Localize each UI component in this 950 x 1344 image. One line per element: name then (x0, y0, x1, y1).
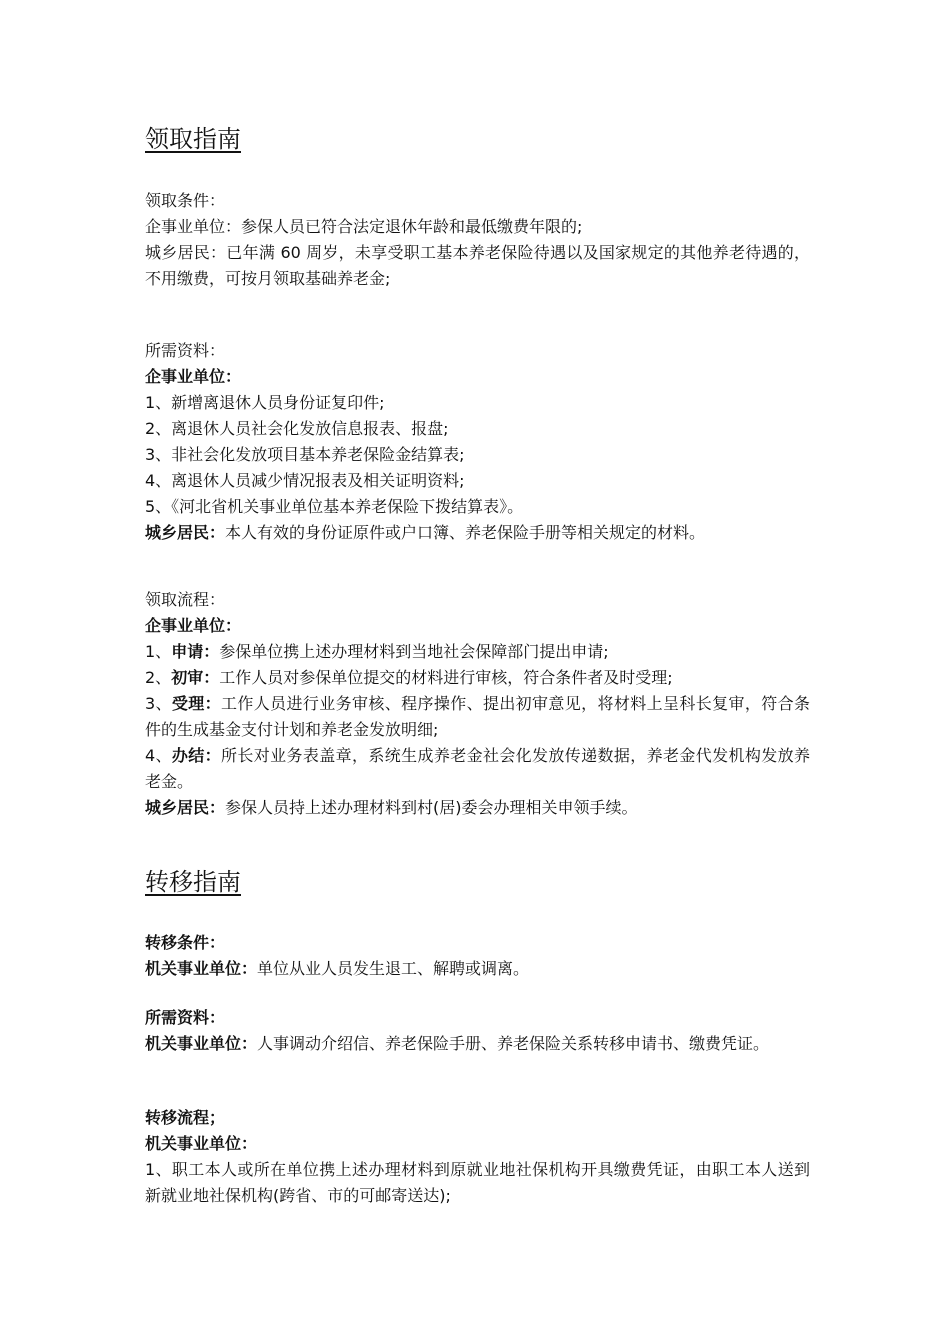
transfer-materials-block (145, 1005, 810, 1057)
transfer-conditions-heading: 转移条件： (145, 933, 226, 952)
transfer-guide-title: 转移指南 (145, 868, 241, 896)
receive-process-step (145, 743, 810, 795)
receive-conditions-enterprise: 企事业单位：参保人员已符合法定退休年龄和最低缴费年限的; (145, 217, 583, 236)
receive-conditions-resident: 城乡居民：已年满 60 周岁，未享受职工基本养老保险待遇以及国家规定的其他养老待遇的，不用缴费，可按月领取基础养老金; (145, 243, 810, 288)
receive-materials-block (145, 338, 810, 546)
transfer-process-heading: 转移流程； (145, 1108, 226, 1127)
step-text: 工作人员进行业务审核、程序操作、提出初审意见，将材料上呈科长复审，符合条件的生成基金支付计划和养老金发放明细; (145, 694, 810, 739)
transfer-materials-row (145, 1031, 810, 1057)
receive-materials-resident-label: 城乡居民： (145, 523, 226, 542)
transfer-conditions-row (145, 956, 810, 982)
transfer-materials-label: 机关事业单位： (145, 1034, 258, 1053)
transfer-materials-text: 人事调动介绍信、养老保险手册、养老保险关系转移申请书、缴费凭证。 (257, 1034, 770, 1053)
receive-process-heading: 领取流程： (145, 590, 226, 609)
step-number: 4、 (145, 746, 172, 765)
transfer-conditions-label: 机关事业单位： (145, 959, 258, 978)
receive-materials-resident (145, 520, 810, 546)
step-number: 1、 (145, 642, 172, 661)
receive-process-step (145, 639, 810, 665)
step-label: 初审： (171, 668, 220, 687)
receive-materials-item: 3、非社会化发放项目基本养老保险金结算表; (145, 445, 465, 464)
receive-materials-item: 5、《河北省机关事业单位基本养老保险下拨结算表》。 (145, 497, 524, 516)
receive-conditions-block (145, 188, 810, 292)
step-text: 参保单位携上述办理材料到当地社会保障部门提出申请; (219, 642, 609, 661)
receive-materials-resident-text: 本人有效的身份证原件或户口簿、养老保险手册等相关规定的材料。 (225, 523, 706, 542)
receive-process-step (145, 691, 810, 743)
receive-process-resident-label: 城乡居民： (145, 798, 226, 817)
step-label: 申请： (171, 642, 220, 661)
receive-process-resident (145, 795, 810, 821)
step-text: 工作人员对参保单位提交的材料进行审核，符合条件者及时受理; (219, 668, 673, 687)
transfer-materials-heading: 所需资料： (145, 1008, 226, 1027)
receive-process-block (145, 587, 810, 821)
transfer-process-block (145, 1105, 810, 1209)
transfer-conditions-text: 单位从业人员发生退工、解聘或调离。 (257, 959, 530, 978)
receive-process-resident-text: 参保人员持上述办理材料到村(居)委会办理相关申领手续。 (225, 798, 638, 817)
step-number: 2、 (145, 668, 172, 687)
step-label: 办结： (171, 746, 222, 765)
receive-materials-item: 4、离退休人员减少情况报表及相关证明资料; (145, 471, 465, 490)
receive-process-enterprise-label: 企事业单位： (145, 616, 242, 635)
step-number: 3、 (145, 694, 172, 713)
receive-materials-item: 1、新增离退休人员身份证复印件; (145, 393, 385, 412)
receive-materials-item: 2、离退休人员社会化发放信息报表、报盘; (145, 419, 449, 438)
transfer-conditions-block (145, 930, 810, 982)
step-text: 所长对业务表盖章，系统生成养老金社会化发放传递数据，养老金代发机构发放养老金。 (145, 746, 810, 791)
receive-conditions-heading: 领取条件： (145, 191, 226, 210)
step-label: 受理： (171, 694, 222, 713)
transfer-process-step: 1、职工本人或所在单位携上述办理材料到原就业地社保机构开具缴费凭证，由职工本人送到新就业地社保机构(跨省、市的可邮寄送达); (145, 1160, 810, 1205)
receive-materials-heading: 所需资料： (145, 341, 226, 360)
transfer-process-label: 机关事业单位： (145, 1134, 258, 1153)
receive-process-step (145, 665, 810, 691)
receive-guide-title: 领取指南 (145, 125, 241, 153)
receive-materials-enterprise-label: 企事业单位： (145, 367, 242, 386)
